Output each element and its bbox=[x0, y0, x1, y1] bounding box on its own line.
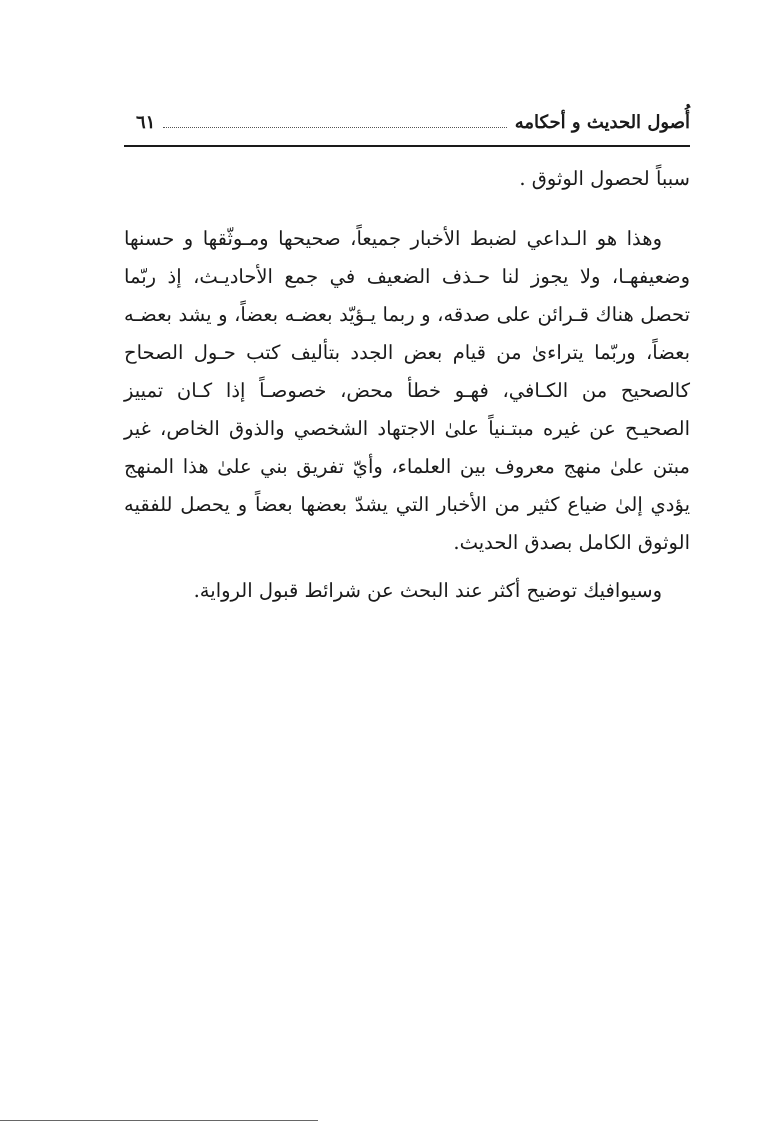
paragraph-closing: وسيوافيك توضيح أكثر عند البحث عن شرائط قبول الرواية. bbox=[193, 579, 662, 602]
scan-edge-line bbox=[0, 1120, 318, 1121]
paragraph-continuation: سبباً لحصول الوثوق . bbox=[519, 167, 690, 190]
running-header bbox=[124, 98, 690, 132]
body-text bbox=[124, 160, 690, 610]
page-number: ٦١ bbox=[136, 112, 156, 133]
header-dot-leader bbox=[163, 127, 506, 128]
header-rule bbox=[124, 145, 690, 147]
running-header-title: أُصول الحديث و أحكامه bbox=[514, 112, 690, 133]
paragraph-main: وهذا هو الـداعي لضبط الأخبار جميعاً، صحيحها ومـوثّقها و حسنها وضعيفهـا، ولا يجوز لنا حـذف الضعيف في جمع الأحاديـث، إذ ربّما تحصل هناك قـرائن على صدقه، و ربما يـؤيّد بعضـه بعضاً، و يشد بعضـه بعضاً، وربّما يتراءىٰ من قيام بعض الجدد بتأليف كتب حـول الصحاح كالصحيح من الكـافي، فهـو خطأ محض، خصوصـاً إذا كـان تمييز الصحيـح عن غيره مبتـنياً علىٰ الاجتهاد الشخصي والذوق الخاص، غير مبتن علىٰ منهج معروف بين العلماء، وأيّ تفريق بني علىٰ هذا المنهج يؤدي إلىٰ ضياع كثير من الأخبار التي يشدّ بعضها بعضاً و يحصل للفقيه الوثوق الكامل بصدق الحديث. bbox=[124, 227, 690, 554]
